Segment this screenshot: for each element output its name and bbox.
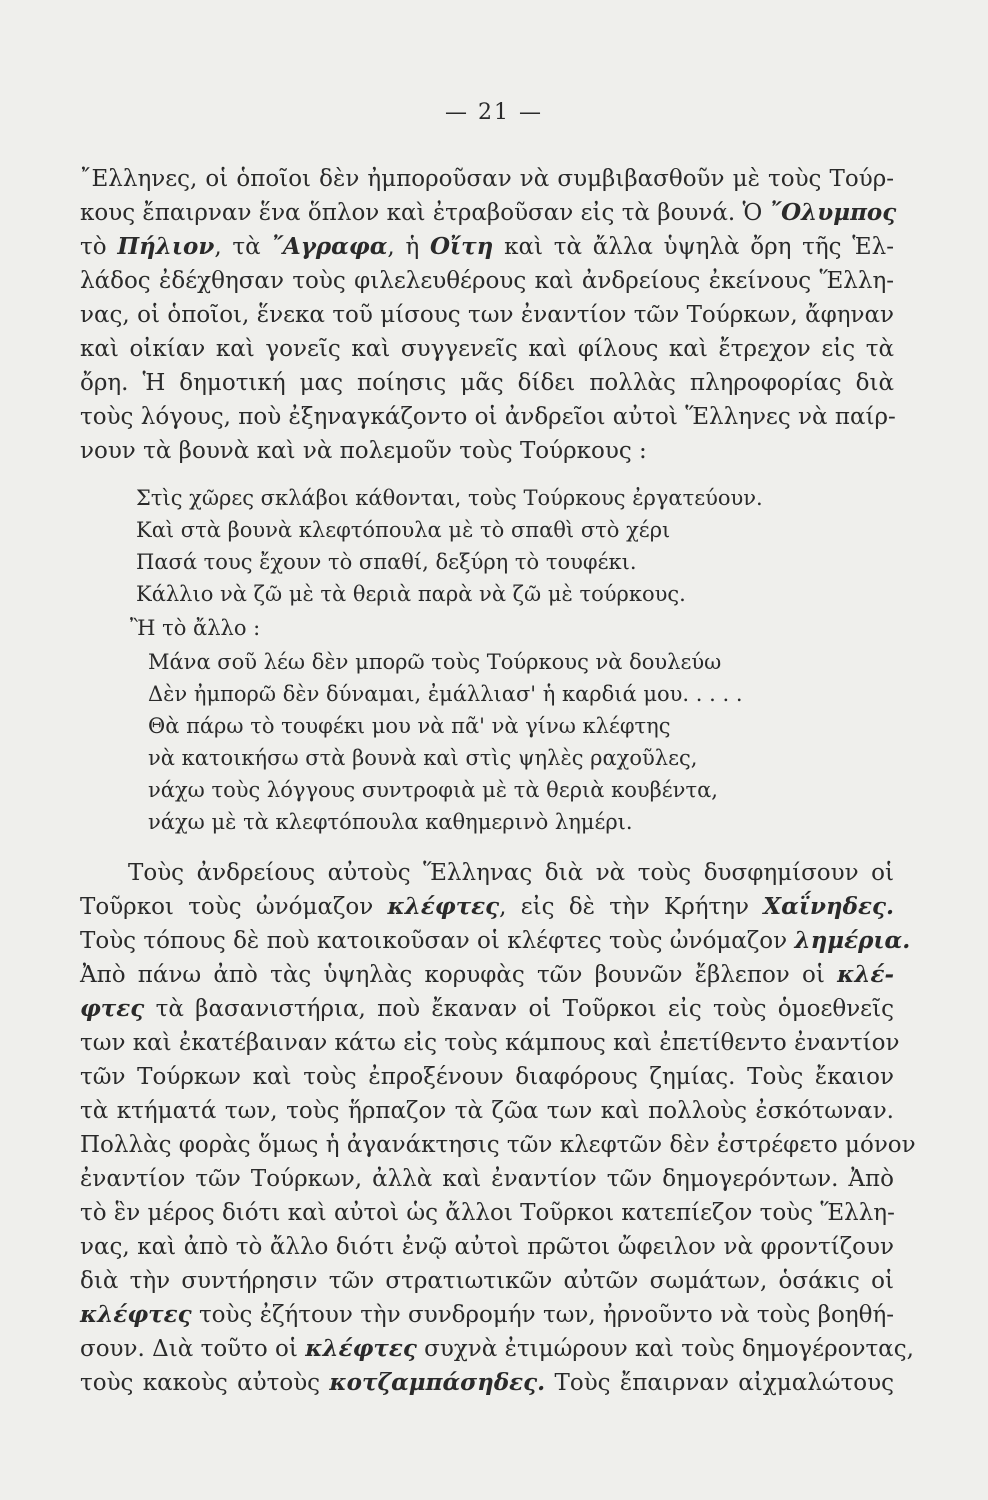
text-line: των καὶ ἐκατέβαιναν κάτω εἰς τοὺς κάμπους καὶ ἐπετίθεντο ἐναντίον: [80, 1030, 900, 1056]
verse-intro: Ἢ τὸ ἄλλο :: [130, 616, 261, 640]
text-line: ῎Ελληνες, οἱ ὁποῖοι δὲν ἠμποροῦσαν νὰ συμβιβασθοῦν μὲ τοὺς Τούρ-: [80, 166, 894, 192]
text-line: κους ἔπαιρναν ἕνα ὅπλον καὶ ἐτραβοῦσαν εἰς τὰ βουνά. Ὁ ῎Ολυμπος: [80, 199, 897, 226]
text-line: κλέφτες τοὺς ἐζήτουν τὴν συνδρομήν των, ἠρνοῦντο νὰ τοὺς βοηθή-: [80, 1301, 894, 1328]
text-line: διὰ τὴν συντήρησιν τῶν στρατιωτικῶν αὐτῶν σωμάτων, ὁσάκις οἱ: [80, 1268, 894, 1294]
text-line: Τοὺς ἀνδρείους αὐτοὺς Ἕλληνας διὰ νὰ τοὺς δυσφημίσουν οἱ: [128, 860, 894, 886]
verse-line: Καὶ στὰ βουνὰ κλεφτόπουλα μὲ τὸ σπαθὶ στὸ χέρι: [136, 518, 671, 542]
verse-line: Δὲν ἠμπορῶ δὲν δύναμαι, ἐμάλλιασ' ἡ καρδιά μου. . . . .: [148, 682, 743, 706]
text-line: λάδος ἐδέχθησαν τοὺς φιλελευθέρους καὶ ἀνδρείους ἐκείνους Ἕλλη-: [80, 268, 894, 294]
term-kleftes: φτες: [80, 995, 145, 1022]
verse-line: νάχω τοὺς λόγγους συντροφιὰ μὲ τὰ θεριὰ κουβέντα,: [148, 778, 718, 802]
verse-line: νάχω μὲ τὰ κλεφτόπουλα καθημερινὸ λημέρι.: [148, 810, 633, 834]
text-line: ἐναντίον τῶν Τούρκων, ἀλλὰ καὶ ἐναντίον τῶν δημογερόντων. Ἀπὸ: [80, 1166, 894, 1192]
term-kotzampasides: κοτζαμπάσηδες.: [329, 1369, 546, 1396]
verse-line: Στὶς χῶρες σκλάβοι κάθονται, τοὺς Τούρκους ἐργατεύουν.: [136, 486, 763, 510]
verse-line: νὰ κατοικήσω στὰ βουνὰ καὶ στὶς ψηλὲς ραχοῦλες,: [148, 746, 698, 770]
text-line: ὄρη. Ἡ δημοτική μας ποίησις μᾶς δίδει πολλὰς πληροφορίας διὰ: [80, 370, 894, 396]
text-line: τῶν Τούρκων καὶ τοὺς ἐπροξένουν διαφόρους ζημίας. Τοὺς ἔκαιον: [80, 1064, 894, 1090]
place-name-olympos: ῎Ολυμπος: [769, 199, 897, 226]
text-line: νας, οἱ ὁποῖοι, ἕνεκα τοῦ μίσους των ἐναντίον τῶν Τούρκων, ἄφηναν: [80, 302, 894, 328]
term-limeria: λημέρια.: [794, 927, 911, 954]
verse-line: Μάνα σοῦ λέω δὲν μπορῶ τοὺς Τούρκους νὰ δουλεύω: [148, 650, 722, 674]
term-kleftes: κλέφτες: [305, 1335, 417, 1362]
text-line: τοὺς κακοὺς αὐτοὺς κοτζαμπάσηδες. Τοὺς ἔπαιρναν αἰχμαλώτους: [80, 1369, 895, 1396]
place-name-agrafa: ῎Αγραφα: [271, 233, 388, 260]
text-line: καὶ οἰκίαν καὶ γονεῖς καὶ συγγενεῖς καὶ φίλους καὶ ἔτρεχον εἰς τὰ: [80, 336, 894, 362]
term-kleftes: κλέφτες: [80, 1301, 192, 1328]
verse-line: Θὰ πάρω τὸ τουφέκι μου νὰ πᾶ' νὰ γίνω κλέφτης: [148, 714, 671, 738]
term-kleftes: κλέφτες: [387, 893, 500, 920]
place-name-pilion: Πήλιον: [117, 233, 215, 260]
text-line: νας, καὶ ἀπὸ τὸ ἄλλο διότι ἐνῷ αὐτοὶ πρῶτοι ὤφειλον νὰ φροντίζουν: [80, 1234, 894, 1260]
text-line: Πολλὰς φορὰς ὅμως ἡ ἀγανάκτησις τῶν κλεφτῶν δὲν ἐστρέφετο μόνον: [80, 1132, 916, 1158]
term-kleftes: κλέ-: [837, 961, 894, 988]
text-line: Τοῦρκοι τοὺς ὠνόμαζον κλέφτες, εἰς δὲ τὴν Κρήτην Χαΐνηδες.: [80, 893, 894, 920]
text-line: Ἀπὸ πάνω ἀπὸ τὰς ὑψηλὰς κορυφὰς τῶν βουνῶν ἔβλεπον οἱ κλέ-: [80, 961, 894, 988]
term-haindedes: Χαΐνηδες.: [763, 893, 894, 920]
verse-line: Κάλλιο νὰ ζῶ μὲ τὰ θεριὰ παρὰ νὰ ζῶ μὲ τούρκους.: [136, 582, 686, 606]
text-line: τὸ ἓν μέρος διότι καὶ αὐτοὶ ὡς ἄλλοι Τοῦρκοι κατεπίεζον τοὺς Ἕλλη-: [80, 1200, 895, 1226]
text-line: τὸ Πήλιον, τὰ ῎Αγραφα, ἡ Οἴτη καὶ τὰ ἄλλα ὑψηλὰ ὄρη τῆς Ἑλ-: [80, 233, 894, 260]
text-line: τὰ κτήματά των, τοὺς ἥρπαζον τὰ ζῶα των καὶ πολλοὺς ἐσκότωναν.: [80, 1098, 894, 1124]
text-line: φτες τὰ βασανιστήρια, ποὺ ἔκαναν οἱ Τοῦρκοι εἰς τοὺς ὁμοεθνεῖς: [80, 995, 894, 1022]
place-name-oiti: Οἴτη: [429, 233, 494, 260]
text-line: Τοὺς τόπους δὲ ποὺ κατοικοῦσαν οἱ κλέφτες τοὺς ὠνόμαζον λημέρια.: [80, 927, 911, 954]
text-line: τοὺς λόγους, ποὺ ἐξηναγκάζοντο οἱ ἀνδρεῖοι αὐτοὶ Ἕλληνες νὰ παίρ-: [80, 404, 896, 430]
text-line: σουν. Διὰ τοῦτο οἱ κλέφτες συχνὰ ἐτιμώρουν καὶ τοὺς δημογέροντας,: [80, 1335, 914, 1362]
page-number: — 21 —: [445, 100, 543, 125]
text-line: νουν τὰ βουνὰ καὶ νὰ πολεμοῦν τοὺς Τούρκους :: [80, 438, 647, 464]
verse-line: Πασά τους ἔχουν τὸ σπαθί, δεξύρη τὸ τουφέκι.: [136, 550, 637, 574]
